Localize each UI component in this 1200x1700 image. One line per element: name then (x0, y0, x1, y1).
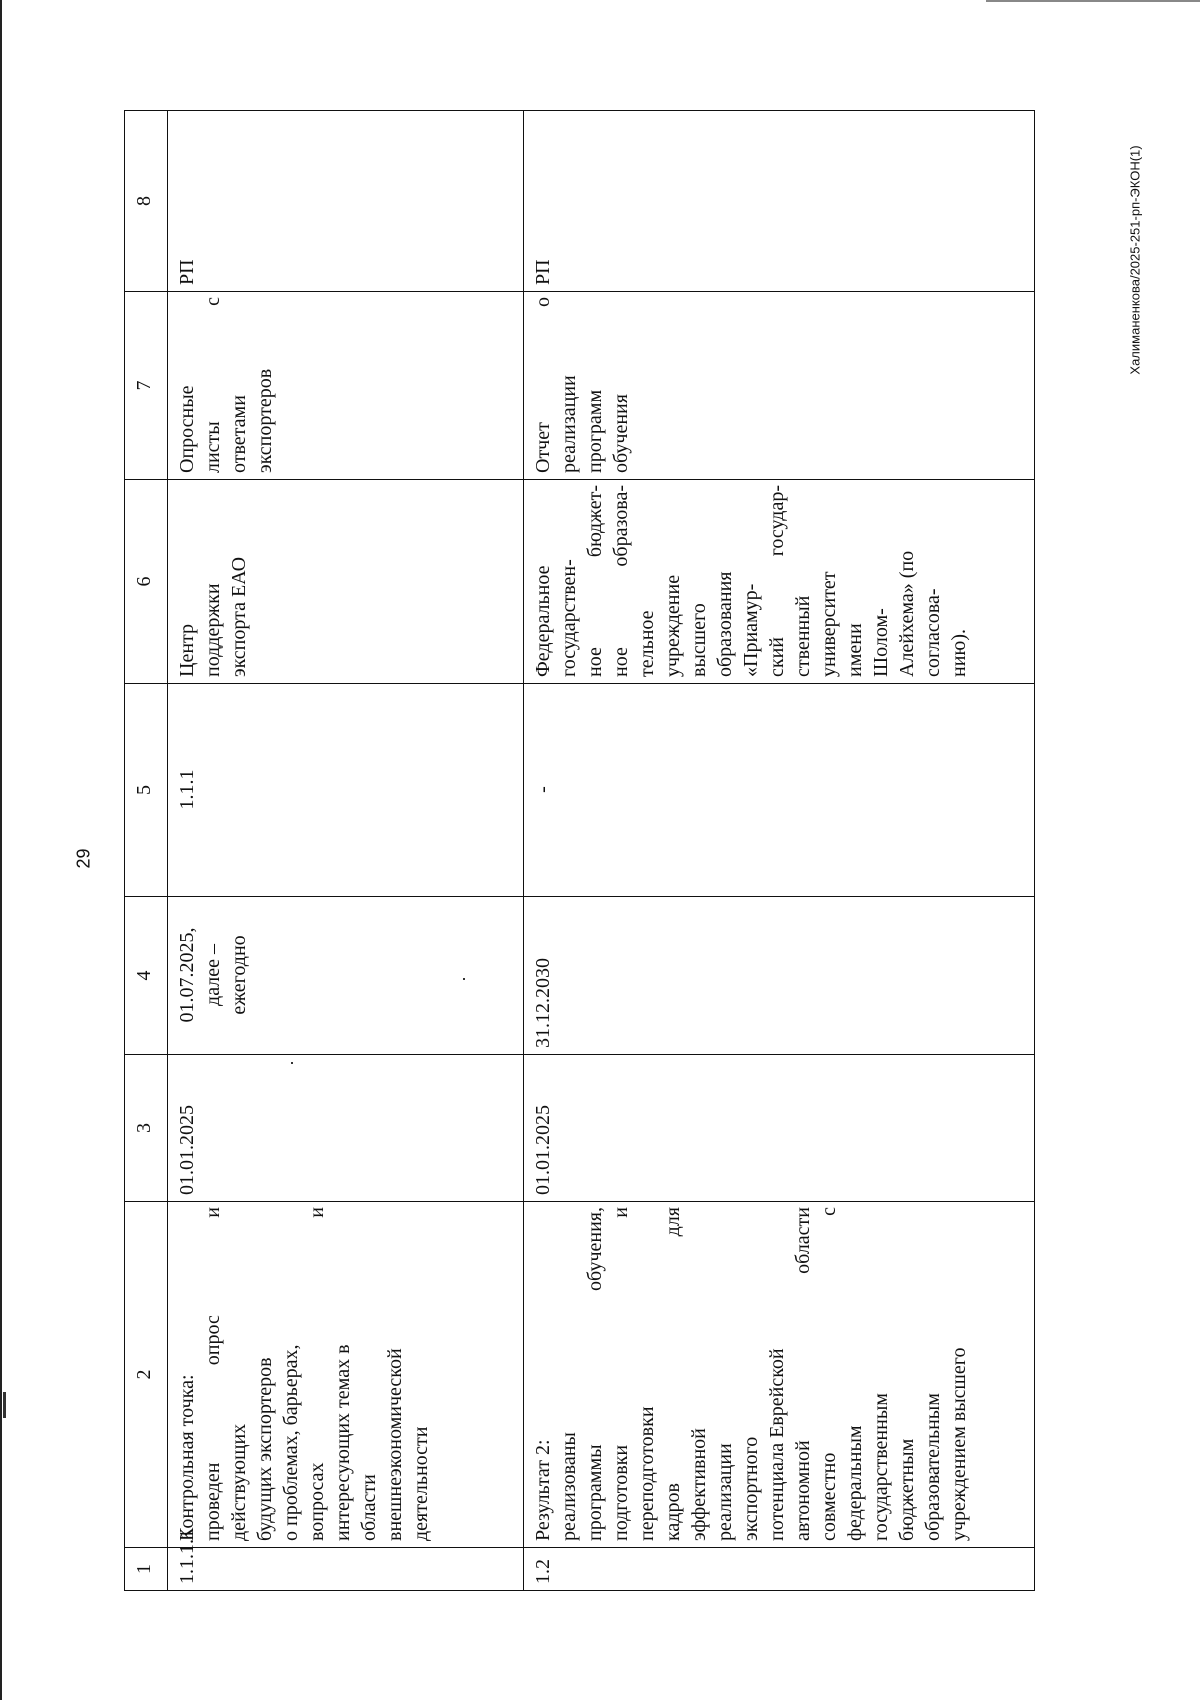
desc-line: внешнеэкономической (384, 1348, 406, 1541)
doc-line: обучения (610, 394, 632, 473)
doc-line: ответами (228, 395, 250, 473)
cell-level: РП (524, 111, 1035, 292)
resp-line: экспорта ЕАО (228, 556, 250, 677)
cell-start-date: 01.01.2025 (524, 1055, 1035, 1202)
doc-line: Отчет о (532, 297, 554, 473)
resp-line: имени (844, 623, 866, 677)
desc-line: совместно с (818, 1207, 840, 1541)
desc-line: кадров для (662, 1207, 684, 1541)
header-cell: 3 (125, 1055, 168, 1202)
resp-line: согласова- (922, 588, 944, 677)
header-cell: 7 (125, 292, 168, 480)
desc-line: о проблемах, барьерах, (280, 1344, 302, 1541)
resp-line: ственный (792, 595, 814, 677)
cell-start-date: 01.01.2025 (168, 1055, 524, 1202)
table-row (524, 111, 1035, 1591)
end-line: далее – (202, 944, 224, 1006)
header-cell: 1 (125, 1548, 168, 1591)
doc-line: экспортеров (254, 368, 276, 473)
document-id-text: Халиманенкова/2025-251-рп-ЭКОН(1) (1127, 145, 1143, 375)
page-number: 29 (73, 848, 94, 869)
cell-link: 1.1.1 (168, 684, 524, 897)
desc-line: потенциала Еврейской (766, 1348, 788, 1541)
cell-number: 1.2 (524, 1548, 1035, 1591)
scan-edge-left (0, 0, 2, 1700)
header-cell: 4 (125, 897, 168, 1055)
cell-level: РП (168, 111, 524, 292)
end-line: 31.12.2030 (532, 958, 554, 1048)
scan-edge-mark (3, 1392, 6, 1418)
scan-edge-top (986, 0, 1200, 2)
cell-end-date (524, 897, 1035, 1055)
desc-line: вопросах и (306, 1207, 328, 1541)
resp-line: образования (714, 571, 736, 677)
doc-line: реализации (558, 375, 580, 473)
desc-line: государственным (870, 1393, 892, 1541)
table-header-row (125, 111, 168, 1591)
resp-line: Федеральное (532, 565, 554, 677)
desc-line: образовательным (922, 1393, 944, 1541)
desc-line: подготовки и (610, 1207, 632, 1541)
header-cell: 8 (125, 111, 168, 292)
resp-line: учреждение (662, 574, 684, 677)
desc-line: Результат 2: (532, 1439, 554, 1541)
desc-line: автономной области (792, 1207, 814, 1541)
doc-line: программ (584, 389, 606, 473)
desc-line: переподготовки (636, 1406, 658, 1541)
resp-line: Алейхема» (по (896, 550, 918, 677)
header-cell: 5 (125, 684, 168, 897)
desc-line: экспортного (740, 1436, 762, 1541)
doc-line: листы с (202, 297, 224, 473)
resp-line: государствен- (558, 559, 580, 677)
resp-line: ский государ- (766, 485, 788, 677)
cell-link: - (524, 684, 1035, 897)
resp-line: «Приамур- (740, 583, 762, 677)
desc-line: интересующих темах в (332, 1344, 354, 1541)
desc-line: действующих (228, 1423, 250, 1541)
cell-description (524, 1202, 1035, 1548)
end-line: ежегодно (228, 935, 250, 1015)
desc-line: учреждением высшего (948, 1347, 970, 1541)
desc-line: деятельности (410, 1426, 432, 1541)
desc-line: бюджетным (896, 1438, 918, 1541)
desc-line: программы обучения, (584, 1207, 606, 1541)
cell-responsible (524, 480, 1035, 684)
document-id-footer (1123, 105, 1147, 415)
resp-line: Центр (176, 623, 198, 677)
desc-line: реализованы (558, 1432, 580, 1541)
resp-line: поддержки (202, 583, 224, 677)
desc-line: Контрольная точка: (176, 1374, 198, 1541)
resp-line: тельное (636, 610, 658, 677)
cell-document (524, 292, 1035, 480)
resp-line: нию). (948, 628, 970, 677)
desc-line: будущих экспортеров (254, 1357, 276, 1541)
desc-line: реализации (714, 1443, 736, 1541)
header-cell: 6 (125, 480, 168, 684)
cell-number: 1.1.1.1 (168, 1548, 524, 1591)
resp-line: ное бюджет- (584, 485, 606, 677)
desc-line: области (358, 1474, 380, 1541)
end-line: 01.07.2025, (176, 927, 198, 1023)
plan-table (124, 110, 1035, 1591)
scan-speck (463, 978, 465, 980)
table-row (168, 111, 524, 1591)
desc-line: федеральным (844, 1425, 866, 1541)
cell-responsible (168, 480, 524, 684)
doc-line: Опросные (176, 385, 198, 473)
rotated-table-wrapper (124, 111, 1070, 1591)
cell-description (168, 1202, 524, 1548)
cell-document (168, 292, 524, 480)
resp-line: университет (818, 571, 840, 677)
resp-line: ное образова- (610, 485, 632, 677)
cell-end-date (168, 897, 524, 1055)
resp-line: высшего (688, 603, 710, 677)
scan-speck (291, 1062, 293, 1064)
desc-line: проведен опрос и (202, 1207, 224, 1541)
resp-line: Шолом- (870, 608, 892, 677)
header-cell: 2 (125, 1202, 168, 1548)
desc-line: эффективной (688, 1428, 710, 1541)
